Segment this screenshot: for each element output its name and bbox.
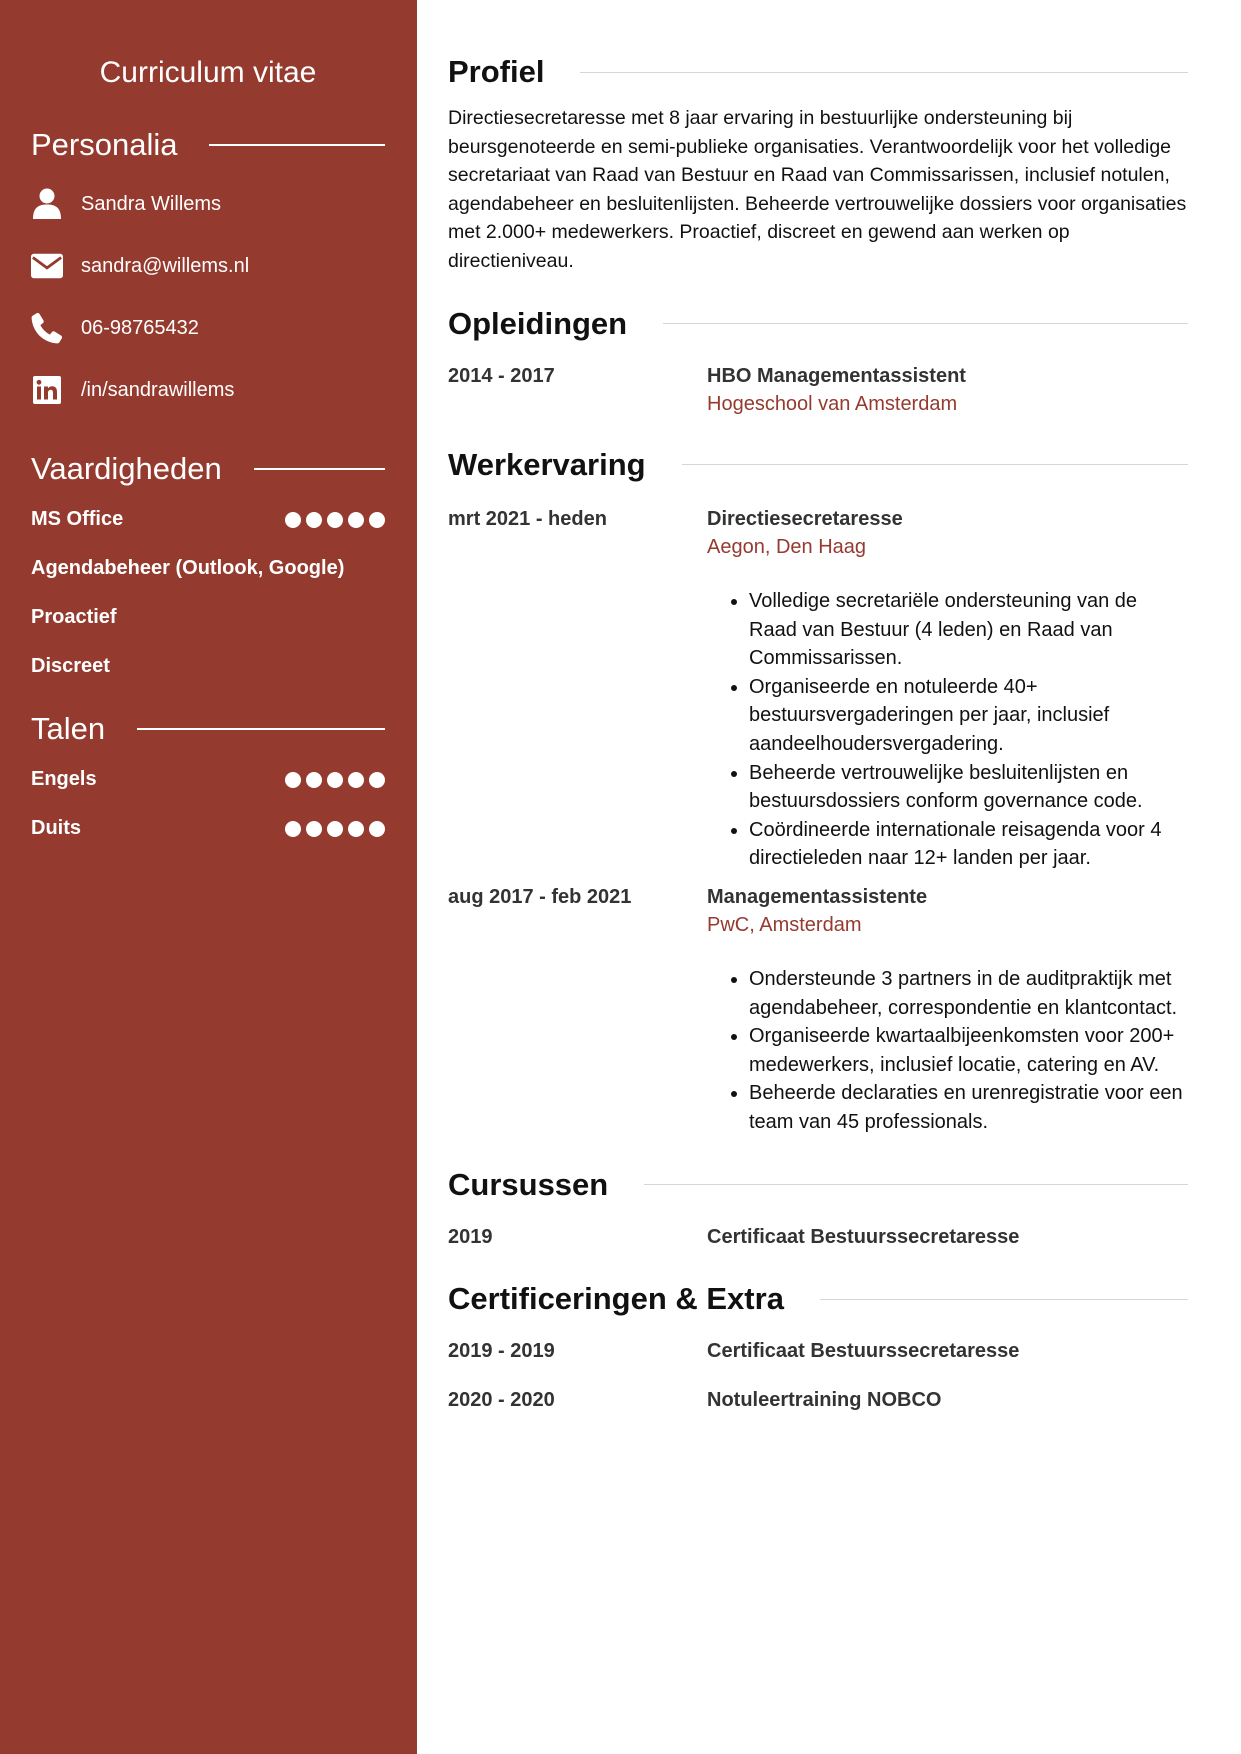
courses-heading	[448, 1167, 1188, 1203]
main-content	[448, 0, 1188, 1414]
contact-linkedin-text: /in/sandrawillems	[81, 378, 235, 401]
skill-label: Agendabeheer (Outlook, Google)	[31, 557, 345, 579]
entry-date: 2019 - 2019	[448, 1340, 555, 1363]
skill-item	[31, 495, 385, 544]
heading-divider	[644, 1184, 1188, 1185]
skill-item	[31, 544, 385, 593]
heading-divider	[663, 323, 1188, 324]
certification-entry	[448, 1386, 1188, 1415]
entry-title: Managementassistente	[707, 885, 928, 908]
contact-email[interactable]	[31, 235, 385, 297]
entry-date: 2014 - 2017	[448, 364, 555, 387]
language-rating	[285, 772, 385, 788]
entry-org: Aegon, Den Haag	[707, 536, 867, 559]
sidebar	[0, 0, 417, 1754]
heading-divider	[580, 72, 1188, 73]
entry-body	[707, 883, 1188, 1137]
skill-item	[31, 642, 385, 691]
rating-dot	[348, 772, 364, 788]
skill-rating	[285, 512, 385, 528]
entry-date: 2020 - 2020	[448, 1388, 555, 1411]
entry-title: Notuleertraining NOBCO	[707, 1388, 942, 1411]
languages-heading	[31, 711, 385, 747]
skills-list	[31, 495, 385, 691]
skill-label: Proactief	[31, 606, 117, 628]
education-entry	[448, 362, 1188, 419]
language-item	[31, 755, 385, 804]
experience-entry	[448, 505, 1188, 873]
certifications-heading	[448, 1281, 1188, 1317]
bullet-item: • Ondersteunde 3 partners in de auditpraktijk met agendabeheer, correspondentie en klantcontact.	[749, 965, 1188, 1022]
languages-list	[31, 755, 385, 853]
heading-divider	[209, 144, 385, 146]
entry-date: 2019	[448, 1225, 493, 1248]
bullet-item: • Beheerde declaraties en urenregistratie voor een team van 45 professionals.	[749, 1079, 1188, 1136]
language-rating	[285, 821, 385, 837]
rating-dot	[348, 821, 364, 837]
entry-body	[707, 362, 1188, 419]
education-heading-text: Opleidingen	[448, 305, 628, 341]
entry-date: aug 2017 - feb 2021	[448, 885, 632, 908]
entry-title: HBO Managementassistent	[707, 364, 966, 387]
rating-dot	[327, 512, 343, 528]
profile-text: Directiesecretaresse met 8 jaar ervaring in bestuurlijke ondersteuning bij beursgenoteerde en semi-publieke organisaties. Verantwoordelijk voor het volledige secretariaat van Raad van Bestuur en Raad van Commissarissen, inclusief notulen, agendabeheer en besluitenlijsten. Beheerde vertrouwelijke dossiers voor organisaties met 2.000+ medewerkers. Proactief, discreet en gewend aan werken op directieniveau.	[448, 107, 1187, 272]
certifications-heading-text: Certificeringen & Extra	[448, 1281, 784, 1317]
cv-title: Curriculum vitae	[99, 56, 317, 89]
rating-dot	[285, 512, 301, 528]
contact-phone[interactable]	[31, 297, 385, 359]
bullet-item: • Volledige secretariële ondersteuning van de Raad van Bestuur (4 leden) en Raad van Commissarissen.	[749, 587, 1188, 673]
rating-dot	[348, 512, 364, 528]
skill-item	[31, 593, 385, 642]
linkedin-icon	[31, 374, 63, 406]
heading-divider	[137, 728, 385, 730]
entry-date: mrt 2021 - heden	[448, 507, 607, 530]
rating-dot	[369, 821, 385, 837]
phone-icon	[31, 312, 63, 344]
contact-email-text: sandra@willems.nl	[81, 254, 250, 277]
rating-dot	[306, 512, 322, 528]
heading-divider	[254, 468, 385, 470]
rating-dot	[285, 772, 301, 788]
entry-body	[707, 1223, 1188, 1252]
experience-heading-text: Werkervaring	[448, 446, 646, 482]
envelope-icon	[31, 250, 63, 282]
rating-dot	[369, 512, 385, 528]
entry-title: Certificaat Bestuurssecretaresse	[707, 1340, 1020, 1363]
skill-label: Discreet	[31, 655, 110, 677]
entry-bullets	[707, 587, 1188, 873]
rating-dot	[306, 772, 322, 788]
heading-divider	[820, 1299, 1188, 1300]
bullet-item: • Beheerde vertrouwelijke besluitenlijsten en bestuursdossiers conform governance code.	[749, 759, 1188, 816]
bullet-item: • Organiseerde kwartaalbijeenkomsten voor 200+ medewerkers, inclusief locatie, catering en AV.	[749, 1022, 1188, 1079]
entry-body	[707, 1386, 1188, 1415]
certification-entry	[448, 1337, 1188, 1366]
profile-heading-text: Profiel	[448, 54, 545, 89]
personalia-heading-text: Personalia	[31, 127, 178, 162]
experience-entry	[448, 883, 1188, 1137]
language-item	[31, 804, 385, 853]
courses-heading-text: Cursussen	[448, 1166, 609, 1202]
skills-heading-text: Vaardigheden	[31, 451, 222, 486]
entry-bullets	[707, 965, 1188, 1137]
bullet-item: • Coördineerde internationale reisagenda voor 4 directieleden naar 12+ landen per jaar.	[749, 816, 1188, 873]
skills-heading	[31, 451, 385, 487]
language-label: Engels	[31, 768, 97, 790]
entry-title: Certificaat Bestuurssecretaresse	[707, 1225, 1020, 1248]
course-entry	[448, 1223, 1188, 1252]
rating-dot	[369, 772, 385, 788]
bullet-item: • Organiseerde en notuleerde 40+ bestuursvergaderingen per jaar, inclusief aandeelhoudersvergadering.	[749, 673, 1188, 759]
rating-dot	[285, 821, 301, 837]
languages-heading-text: Talen	[31, 711, 106, 746]
entry-body	[707, 505, 1188, 873]
personalia-heading	[31, 127, 385, 163]
skill-label: MS Office	[31, 508, 124, 530]
heading-divider	[682, 464, 1188, 465]
entry-org: PwC, Amsterdam	[707, 914, 862, 937]
contact-phone-text: 06-98765432	[81, 316, 199, 339]
entry-org: Hogeschool van Amsterdam	[707, 393, 958, 416]
education-heading	[448, 306, 1188, 342]
contact-linkedin[interactable]	[31, 359, 385, 421]
contact-name	[31, 173, 385, 235]
profile-heading	[448, 54, 1188, 90]
contact-list	[31, 173, 385, 421]
entry-title: Directiesecretaresse	[707, 507, 903, 530]
rating-dot	[327, 772, 343, 788]
entry-body	[707, 1337, 1188, 1366]
rating-dot	[327, 821, 343, 837]
rating-dot	[306, 821, 322, 837]
experience-heading	[448, 447, 1188, 483]
language-label: Duits	[31, 817, 81, 839]
contact-name-text: Sandra Willems	[81, 192, 222, 215]
user-icon	[31, 188, 63, 220]
